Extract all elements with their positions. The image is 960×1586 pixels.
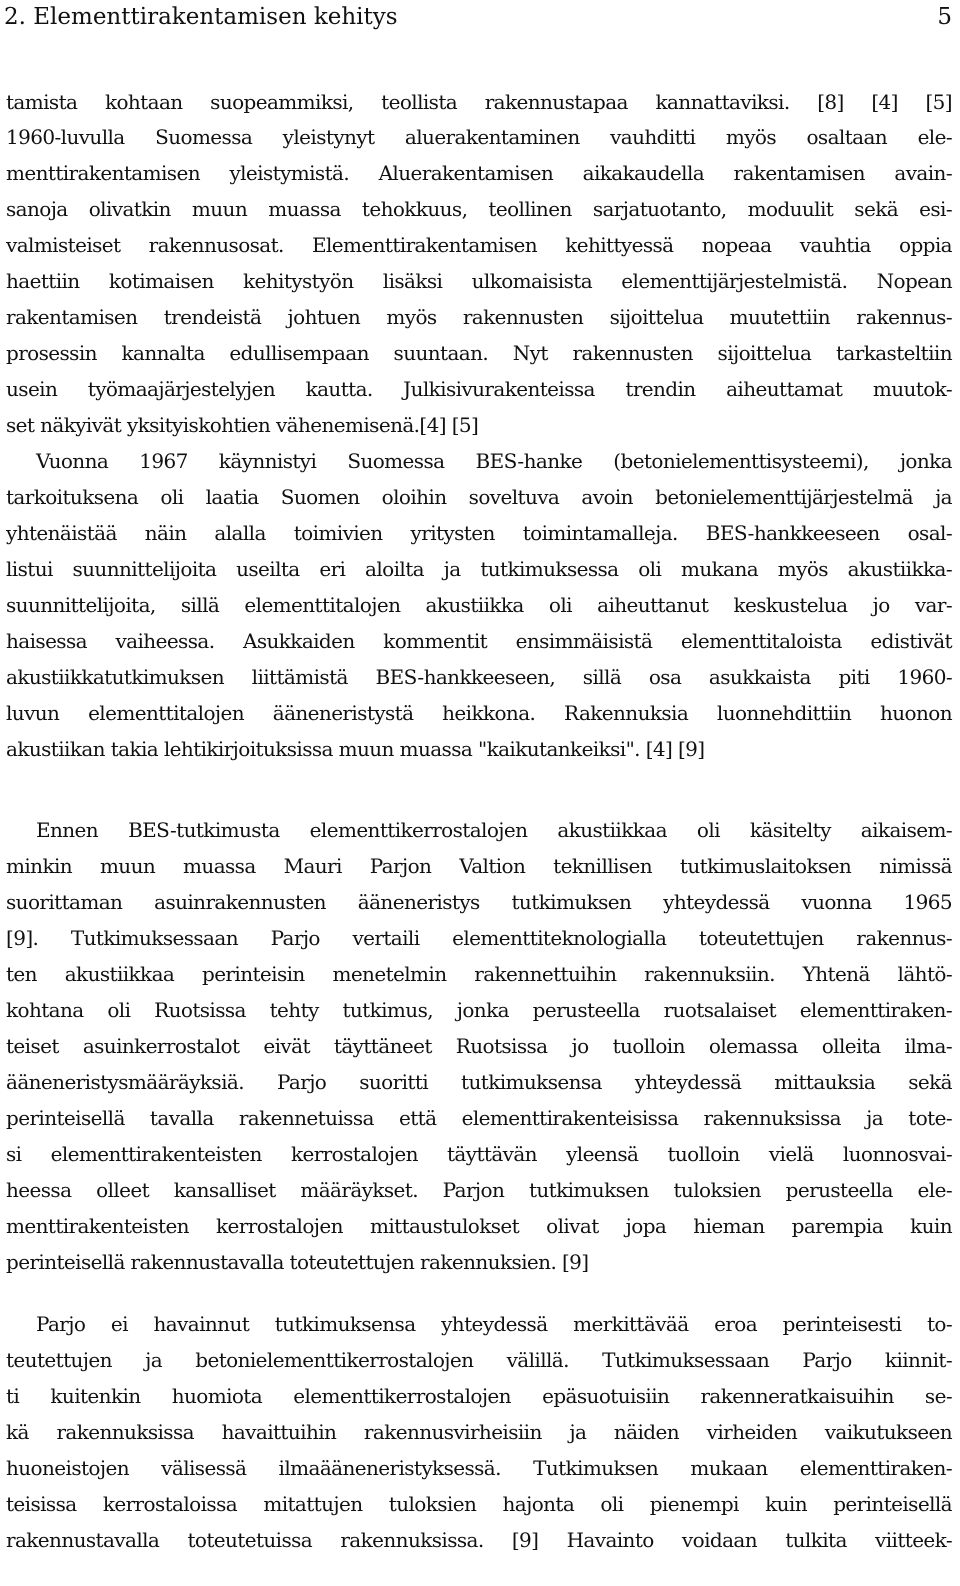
text-line: kohtana oli Ruotsissa tehty tutkimus, jonka perusteella ruotsalaiset elementtiraken- [6, 998, 952, 1022]
text-line: ten akustiikkaa perinteisin menetelmin rakennettuihin rakennuksiin. Yhtenä lähtö- [6, 962, 952, 986]
text-line: teisissa kerrostaloissa mitattujen tuloksien hajonta oli pienempi kuin perinteisellä [6, 1492, 952, 1516]
text-line: tamista kohtaan suopeammiksi, teollista rakennustapaa kannattaviksi. [8] [4] [5] [6, 90, 952, 114]
text-line: akustiikan takia lehtikirjoituksissa muun muassa "kaikutankeiksi". [4] [9] [6, 737, 705, 761]
text-line: prosessin kannalta edullisempaan suuntaan. Nyt rakennusten sijoittelua tarkasteltiin [6, 341, 952, 365]
text-line: minkin muun muassa Mauri Parjon Valtion teknillisen tutkimuslaitoksen nimissä [6, 854, 952, 878]
text-line: tarkoituksena oli laatia Suomen oloihin soveltuva avoin betonielementtijärjestelmä ja [6, 485, 952, 509]
chapter-title: 2. Elementtirakentamisen kehitys [4, 4, 398, 30]
text-line: teutettujen ja betonielementtikerrostalojen välillä. Tutkimuksessaan Parjo kiinnit- [6, 1348, 952, 1372]
text-line: [9]. Tutkimuksessaan Parjo vertaili elementtiteknologialla toteutettujen rakennus- [6, 926, 952, 950]
text-line: teiset asuinkerrostalot eivät täyttäneet Ruotsissa jo tuolloin olemassa olleita ilma- [6, 1034, 952, 1058]
text-line: haisessa vaiheessa. Asukkaiden kommentit ensimmäisistä elementtitaloista edistivät [6, 629, 952, 653]
text-line: si elementtirakenteisten kerrostalojen täyttävän yleensä tuolloin vielä luonnosvai- [6, 1142, 952, 1166]
text-line: set näkyivät yksityiskohtien vähenemisenä.[4] [5] [6, 413, 479, 437]
text-line: ti kuitenkin huomiota elementtikerrostalojen epäsuotuisiin rakenneratkaisuihin se- [6, 1384, 952, 1408]
text-line: 1960-luvulla Suomessa yleistynyt aluerakentaminen vauhditti myös osaltaan ele- [6, 125, 952, 149]
text-line: perinteisellä tavalla rakennetuissa että elementtirakenteisissa rakennuksissa ja tote- [6, 1106, 952, 1130]
text-line: Vuonna 1967 käynnistyi Suomessa BES-hanke (betonielementtisysteemi), jonka [36, 449, 952, 473]
text-line: usein työmaajärjestelyjen kautta. Julkisivurakenteissa trendin aiheuttamat muutok- [6, 377, 952, 401]
text-line: menttirakentamisen yleistymistä. Aluerakentamisen aikakaudella rakentamisen avain- [6, 161, 952, 185]
text-line: heessa olleet kansalliset määräykset. Parjon tutkimuksen tuloksien perusteella ele- [6, 1178, 952, 1202]
text-line: haettiin kotimaisen kehitystyön lisäksi ulkomaisista elementtijärjestelmistä. Nopean [6, 269, 952, 293]
text-line: menttirakenteisten kerrostalojen mittaustulokset olivat jopa hieman parempia kuin [6, 1214, 952, 1238]
text-line: ääneneristysmääräyksiä. Parjo suoritti tutkimuksensa yhteydessä mittauksia sekä [6, 1070, 952, 1094]
text-line: huoneistojen välisessä ilmaääneneristyksessä. Tutkimuksen mukaan elementtiraken- [6, 1456, 952, 1480]
page-number: 5 [937, 4, 952, 30]
text-line: valmisteiset rakennusosat. Elementtirakentamisen kehittyessä nopeaa vauhtia oppia [6, 233, 952, 257]
text-line: yhtenäistää näin alalla toimivien yritysten toimintamalleja. BES-hankkeeseen osal- [6, 521, 952, 545]
text-line: Ennen BES-tutkimusta elementtikerrostalojen akustiikkaa oli käsitelty aikaisem- [36, 818, 952, 842]
text-line: akustiikkatutkimuksen liittämistä BES-hankkeeseen, sillä osa asukkaista piti 1960- [6, 665, 952, 689]
text-line: kä rakennuksissa havaittuihin rakennusvirheisiin ja näiden virheiden vaikutukseen [6, 1420, 952, 1444]
running-header [0, 0, 960, 34]
text-line: listui suunnittelijoita useilta eri aloilta ja tutkimuksessa oli mukana myös akustiikka- [6, 557, 952, 581]
text-line: rakentamisen trendeistä johtuen myös rakennusten sijoittelua muutettiin rakennus- [6, 305, 952, 329]
text-line: luvun elementtitalojen ääneneristystä heikkona. Rakennuksia luonnehdittiin huonon [6, 701, 952, 725]
text-line: perinteisellä rakennustavalla toteutettujen rakennuksien. [9] [6, 1250, 589, 1274]
text-line: rakennustavalla toteutetuissa rakennuksissa. [9] Havainto voidaan tulkita viitteek- [6, 1528, 952, 1552]
text-line: Parjo ei havainnut tutkimuksensa yhteydessä merkittävää eroa perinteisesti to- [36, 1312, 952, 1336]
text-line: sanoja olivatkin muun muassa tehokkuus, teollinen sarjatuotanto, moduulit sekä esi- [6, 197, 952, 221]
text-line: suunnittelijoita, sillä elementtitalojen akustiikka oli aiheuttanut keskustelua jo var- [6, 593, 952, 617]
text-line: suorittaman asuinrakennusten ääneneristys tutkimuksen yhteydessä vuonna 1965 [6, 890, 952, 914]
